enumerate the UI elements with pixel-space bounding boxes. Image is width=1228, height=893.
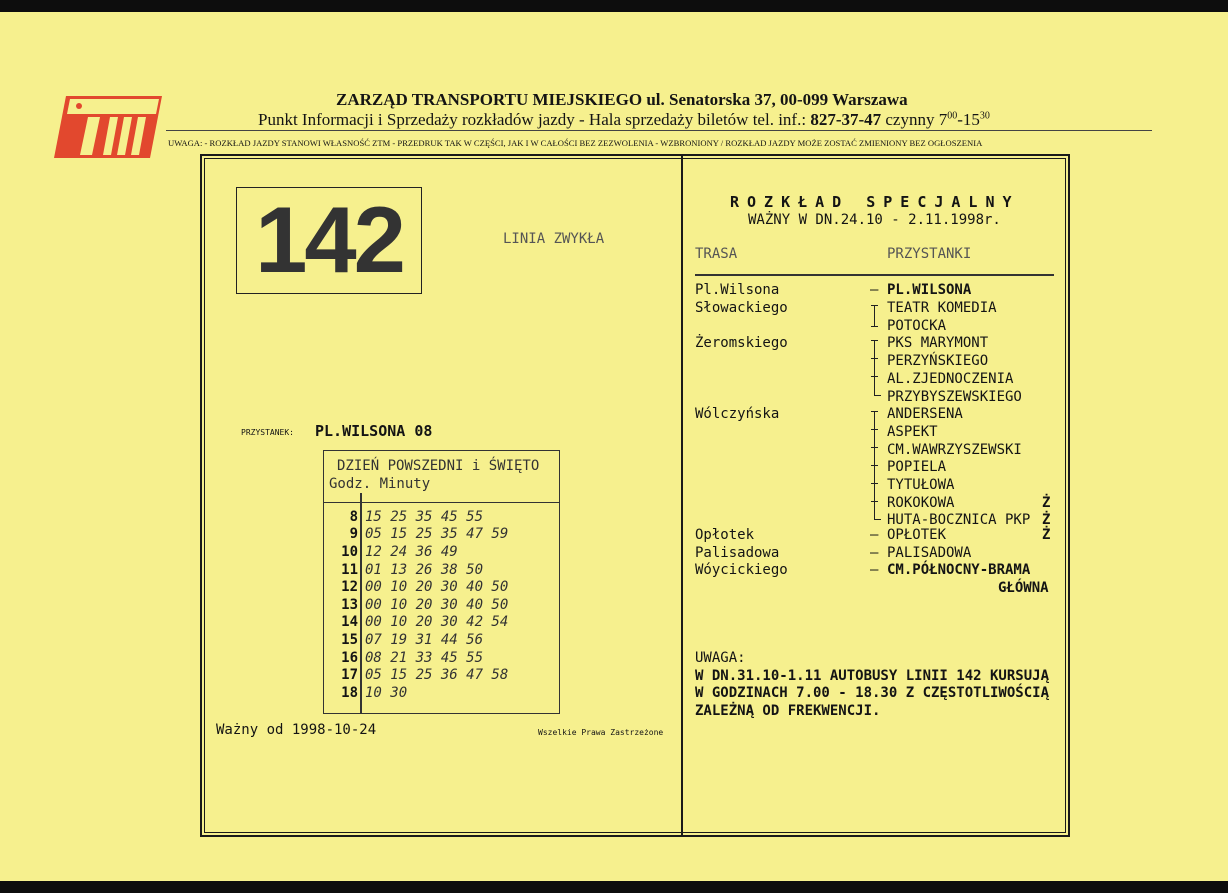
line-number-box — [236, 187, 422, 294]
route-column-header: TRASA — [695, 246, 738, 262]
departure-rows — [324, 508, 508, 702]
special-schedule-dates: WAŻNY W DN.24.10 - 2.11.1998r. — [748, 212, 1001, 228]
stops-column-header: PRZYSTANKI — [887, 246, 972, 262]
route-street: Żeromskiego — [695, 335, 788, 351]
stop-item: AL.ZJEDNOCZENIA — [887, 371, 1014, 387]
table-row: 13 00 10 20 30 40 50 — [341, 596, 509, 613]
table-row: 11 01 13 26 38 50 — [341, 561, 484, 578]
route-street: Pl.Wilsona — [695, 282, 780, 298]
route-street: Słowackiego — [695, 300, 788, 316]
special-note — [695, 650, 1049, 720]
ztm-logo — [52, 84, 164, 158]
request-stop-mark: Ż — [1042, 527, 1051, 543]
departure-table — [323, 450, 560, 714]
copyright-warning: UWAGA: - ROZKŁAD JAZDY STANOWI WŁASNOŚĆ ZTM - PRZEDRUK TAK W CZĘŚCI, JAK I W CAŁOŚCI BEZ ZEZWOLENIA - WZBRONIONY / ROZKŁAD JAZDY MOŻE ZOSTAĆ ZMIENIONY BEZ OGŁOSZENIA — [168, 138, 983, 148]
table-row: 15 07 19 31 44 56 — [341, 631, 484, 648]
stop-item: PKS MARYMONT — [887, 335, 989, 351]
line-number: 142 — [255, 187, 403, 292]
valid-from: Ważny od 1998-10-24 — [216, 722, 377, 738]
route-street: Palisadowa — [695, 545, 780, 561]
stop-connector: – — [870, 527, 879, 543]
route-connector — [874, 305, 875, 326]
stop-item: HUTA-BOCZNICA PKP — [887, 512, 1031, 528]
stop-item: TEATR KOMEDIA — [887, 300, 997, 316]
table-row: 9 05 15 25 35 47 59 — [349, 526, 509, 543]
stop-item: POPIELA — [887, 459, 947, 475]
route-street: Wóycickiego — [695, 562, 788, 578]
route-connector — [874, 340, 875, 395]
line-type: LINIA ZWYKŁA — [503, 231, 605, 247]
stop-item: ASPEKT — [887, 424, 938, 440]
stop-item: OPŁOTEK — [887, 527, 947, 543]
table-row: 18 10 30 — [341, 684, 408, 701]
stop-label: PRZYSTANEK: — [241, 428, 294, 437]
stop-connector: – — [870, 282, 879, 298]
note-title: UWAGA: — [695, 650, 746, 666]
stop-item: PL.WILSONA — [887, 282, 972, 298]
header-info: Punkt Informacji i Sprzedaży rozkładów jazdy - Hala sprzedaży biletów tel. inf.: 827-37-47 czynny $7^{00}-15^{30}$ — [258, 110, 990, 129]
request-stop-mark: Ż — [1042, 512, 1051, 528]
rights-reserved: Wszelkie Prawa Zastrzeżone — [538, 728, 664, 737]
stop-item: POTOCKA — [887, 318, 947, 334]
stop-item: TYTUŁOWA — [887, 477, 955, 493]
note-line: ZALEŻNĄ OD FREKWENCJI. — [695, 702, 881, 719]
note-line: W GODZINACH 7.00 - 18.30 Z CZĘSTOTLIWOŚCIĄ — [695, 685, 1050, 701]
request-stop-mark: Ż — [1042, 495, 1051, 511]
stop-connector: – — [870, 545, 879, 561]
columns-heading: Godz. Minuty — [329, 476, 431, 492]
special-schedule-title: ROZKŁAD SPECJALNY — [730, 193, 1020, 211]
stop-item: ANDERSENA — [887, 406, 963, 422]
stop-connector: – — [870, 562, 879, 578]
stop-item: PERZYŃSKIEGO — [887, 353, 989, 369]
stop-item: CM.WAWRZYSZEWSKI — [887, 442, 1022, 458]
table-row: 14 00 10 20 30 42 54 — [341, 614, 509, 631]
header-rule — [166, 130, 1152, 131]
header-phone: 827-37-47 — [810, 110, 882, 129]
route-street: Wólczyńska — [695, 406, 780, 422]
timetable-frame — [200, 154, 1070, 837]
stop-name: PL.WILSONA 08 — [315, 422, 433, 440]
table-row: 10 12 24 36 49 — [341, 543, 458, 560]
table-row: 8 15 25 35 45 55 — [349, 508, 484, 525]
stop-item-continued: GŁÓWNA — [998, 580, 1049, 596]
header-title: ZARZĄD TRANSPORTU MIEJSKIEGO ul. Senatorska 37, 00-099 Warszawa — [336, 90, 908, 109]
stop-item: PRZYBYSZEWSKIEGO — [887, 389, 1022, 405]
table-row: 17 05 15 25 36 47 58 — [341, 667, 509, 684]
timetable-sheet — [0, 12, 1228, 881]
stop-item: ROKOKOWA — [887, 495, 955, 511]
route-street: Opłotek — [695, 527, 755, 543]
stop-item: CM.PÓŁNOCNY-BRAMA — [887, 562, 1031, 578]
note-line: W DN.31.10-1.11 AUTOBUSY LINII 142 KURSUJĄ — [695, 667, 1050, 684]
day-type-heading: DZIEŃ POWSZEDNI i ŚWIĘTO — [337, 458, 540, 474]
table-row: 12 00 10 20 30 40 50 — [341, 579, 509, 596]
table-row: 16 08 21 33 45 55 — [341, 649, 484, 666]
stop-item: PALISADOWA — [887, 545, 972, 561]
column-divider — [681, 156, 683, 835]
